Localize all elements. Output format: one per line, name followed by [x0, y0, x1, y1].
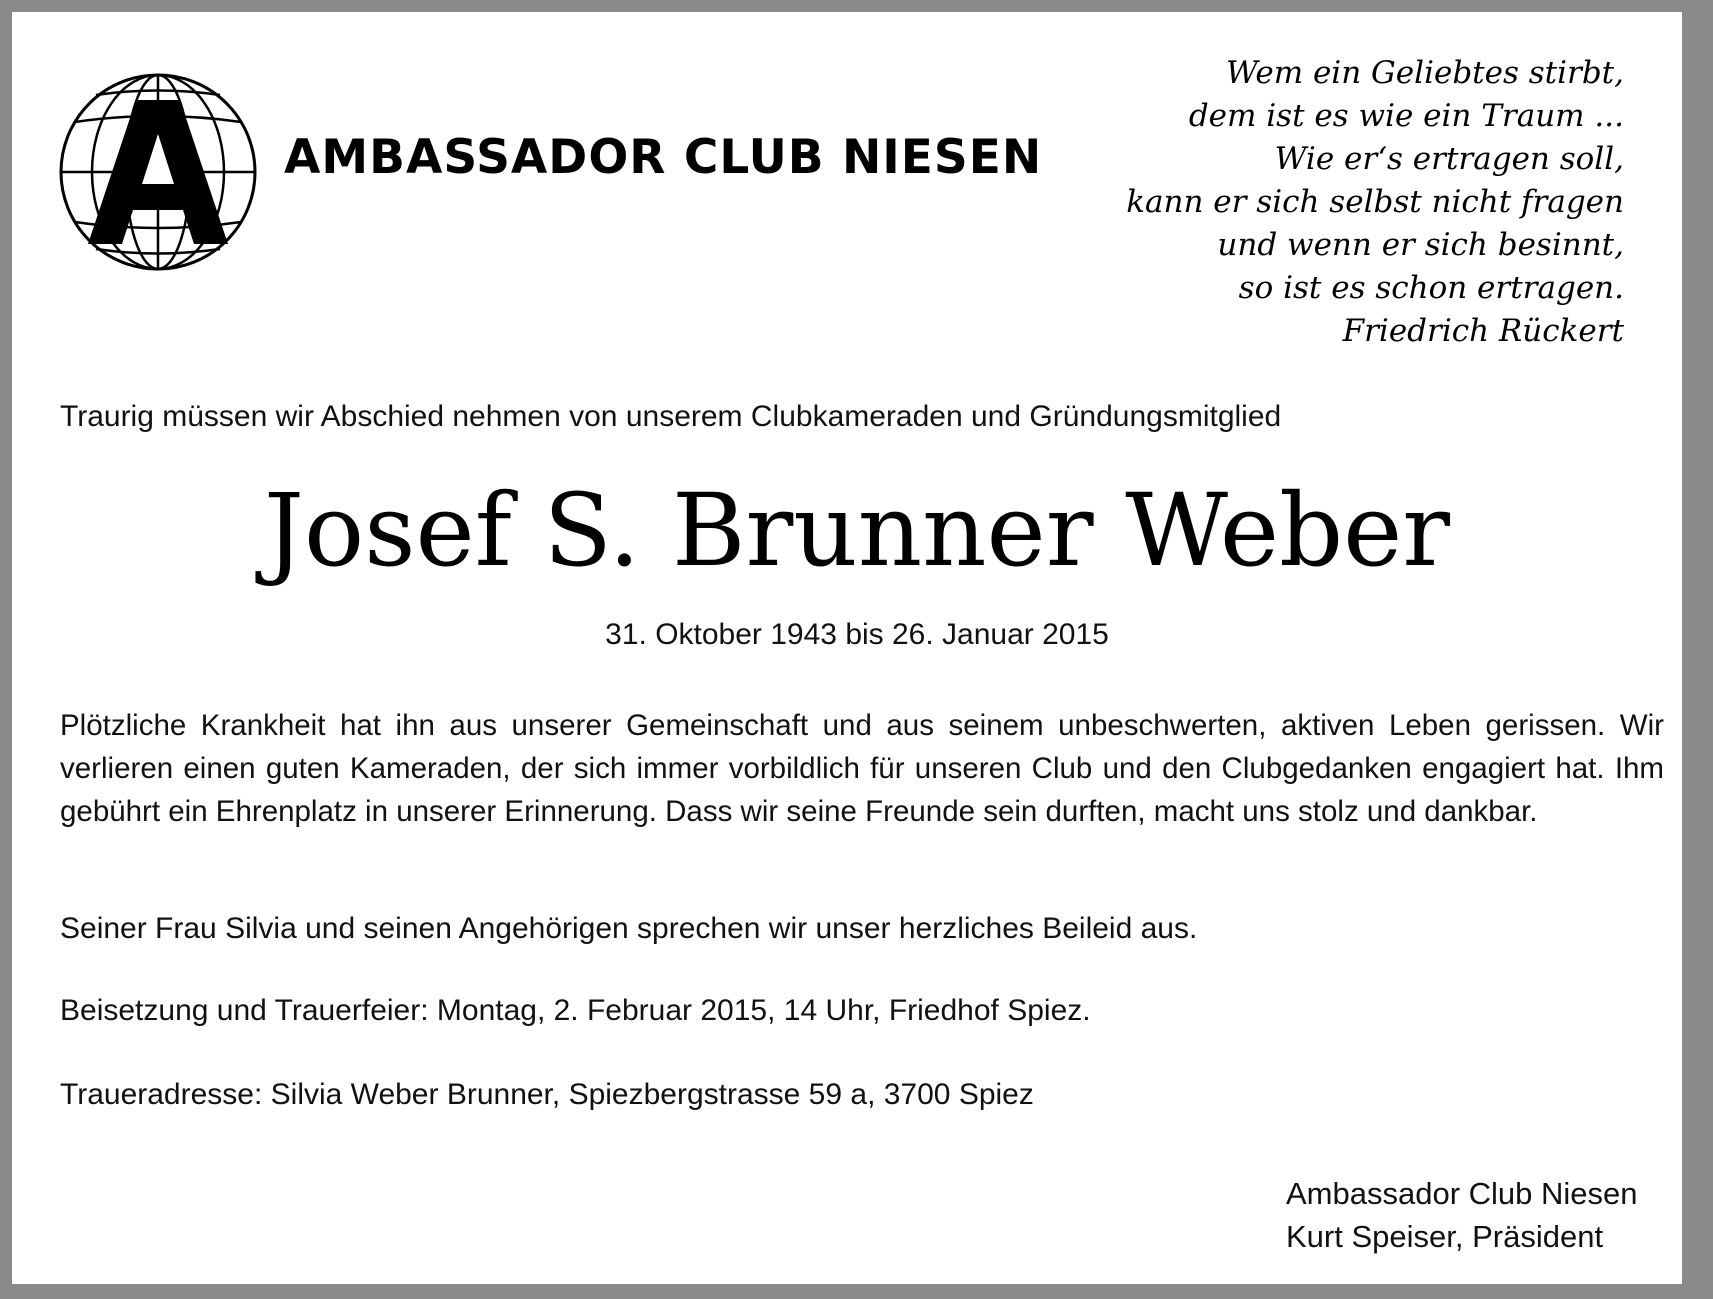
page-edge	[1683, 0, 1713, 1299]
poem-line: Wem ein Geliebtes stirbt,	[1226, 55, 1624, 91]
poem-line: so ist es schon ertragen.	[1238, 270, 1624, 306]
tribute-paragraph: Plötzliche Krankheit hat ihn aus unserer Gemeinschaft und aus seinem unbeschwerten, aktiven Leben gerissen. Wir verlieren einen guten Kameraden, der sich immer vorbildlich für unseren Club und den Clubgedanken engagiert hat. Ihm gebührt ein Ehrenplatz in unserer Erinnerung. Dass wir seine Freunde sein durften, macht uns stolz und dankbar.	[60, 709, 1664, 828]
signature-signer: Kurt Speiser, Präsident	[1286, 1219, 1604, 1254]
poem-author: Friedrich Rückert	[1342, 313, 1624, 349]
poem-line: kann er sich selbst nicht fragen	[1126, 184, 1624, 220]
poem-line: Wie er‘s ertragen soll,	[1274, 141, 1624, 177]
memorial-poem	[1126, 52, 1624, 353]
signature-organization: Ambassador Club Niesen	[1286, 1176, 1638, 1211]
poem-line: dem ist es wie ein Traum ...	[1188, 98, 1624, 134]
funeral-info: Beisetzung und Trauerfeier: Montag, 2. Februar 2015, 14 Uhr, Friedhof Spiez.	[60, 994, 1091, 1027]
globe-logo-icon	[58, 72, 258, 272]
life-dates: 31. Oktober 1943 bis 26. Januar 2015	[605, 618, 1109, 651]
club-header	[58, 72, 1042, 272]
condolence-text: Seiner Frau Silvia und seinen Angehörigen sprechen wir unser herzliches Beileid aus.	[60, 912, 1198, 945]
deceased-name: Josef S. Brunner Weber	[263, 472, 1451, 589]
mourning-address: Traueradresse: Silvia Weber Brunner, Spiezbergstrasse 59 a, 3700 Spiez	[60, 1078, 1034, 1111]
signature-block	[1286, 1172, 1638, 1258]
intro-text: Traurig müssen wir Abschied nehmen von unserem Clubkameraden und Gründungsmitglied	[60, 400, 1282, 433]
obituary-page	[12, 12, 1682, 1284]
club-name: AMBASSADOR CLUB NIESEN	[284, 129, 1043, 185]
poem-line: und wenn er sich besinnt,	[1217, 227, 1624, 263]
